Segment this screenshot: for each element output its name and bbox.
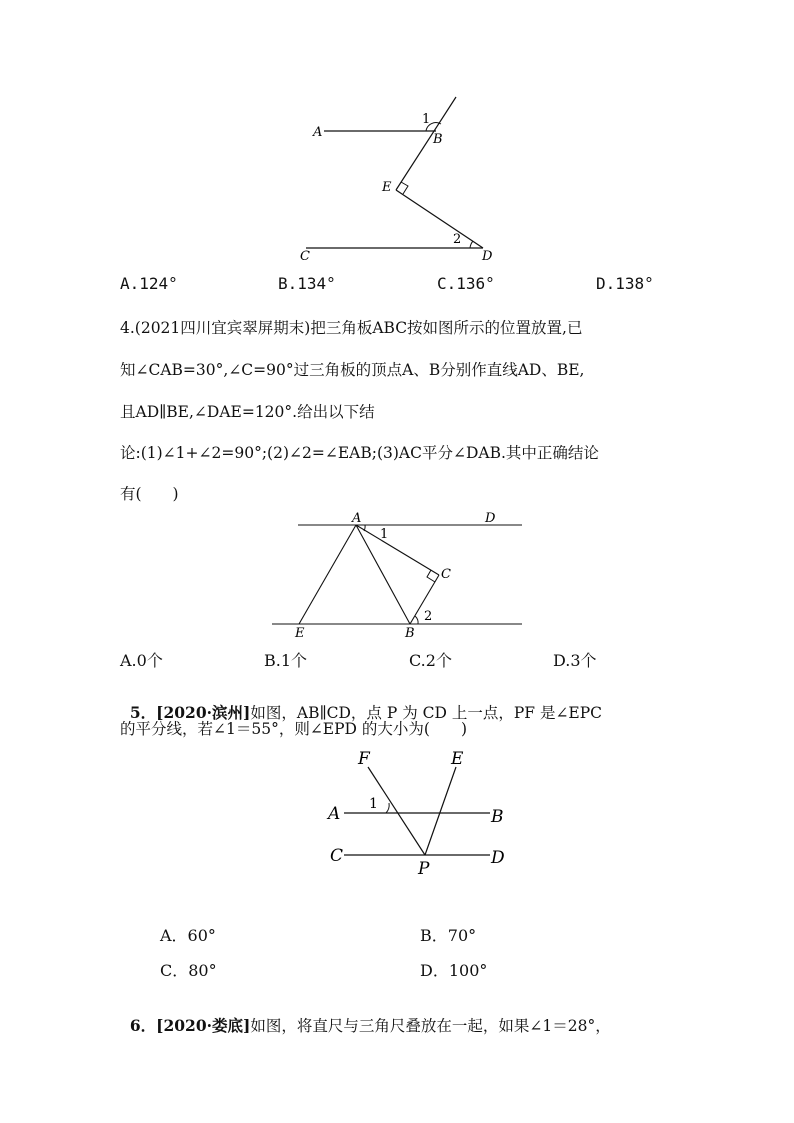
q4-line-1: 4.(2021四川宜宾翠屏期末)把三角板ABC按如图所示的位置放置,已	[120, 319, 583, 337]
figure-q4	[268, 505, 528, 640]
figure-q3	[290, 90, 520, 270]
segment-ac	[356, 525, 439, 575]
label-angle1: 1	[369, 796, 378, 812]
label-e: E	[295, 626, 305, 641]
label-angle2: 2	[424, 609, 433, 624]
q4-line-2: 知∠CAB=30°,∠C=90°过三角板的顶点A、B分别作直线AD、BE,	[120, 361, 585, 379]
angle2-arc	[415, 616, 418, 624]
label-d: D	[482, 249, 493, 264]
q3-option-c[interactable]: C.136°	[437, 274, 495, 293]
q6-number: 6．	[129, 1016, 157, 1035]
label-b: B	[433, 132, 443, 147]
q6-line-1	[120, 996, 611, 1036]
label-a: A	[352, 511, 362, 526]
q3-option-a[interactable]: A.124°	[120, 274, 178, 293]
q4-line-3: 且AD∥BE,∠DAE=120°.给出以下结	[120, 403, 375, 421]
q3-option-d[interactable]: D.138°	[596, 274, 654, 293]
label-c: C	[330, 846, 344, 866]
q5-option-b[interactable]: B．70°	[420, 926, 477, 945]
label-d: D	[485, 511, 496, 526]
label-e: E	[382, 180, 392, 195]
q5-source: [2020·滨州]	[156, 703, 251, 722]
label-angle1: 1	[380, 527, 389, 542]
line-through-b	[396, 97, 456, 190]
label-b: B	[405, 626, 415, 641]
q5-number: 5．	[129, 703, 157, 722]
q6-source: [2020·娄底]	[156, 1016, 251, 1035]
q5-line-2: 的平分线，若∠1＝55°，则∠EPD 的大小为( )	[120, 720, 468, 738]
label-c: C	[441, 567, 451, 582]
angle1-arc	[386, 803, 389, 813]
q4-option-c[interactable]: C.2个	[409, 651, 452, 670]
right-angle-mark-e	[401, 182, 408, 194]
ray-pe	[425, 767, 456, 855]
q5-option-d[interactable]: D．100°	[420, 961, 488, 980]
label-a: A	[328, 804, 341, 824]
label-e: E	[451, 749, 464, 769]
angle2-arc	[470, 241, 473, 248]
q5-option-a[interactable]: A．60°	[160, 926, 216, 945]
q5-option-c[interactable]: C．80°	[160, 961, 217, 980]
label-b: B	[491, 807, 504, 827]
label-angle2: 2	[453, 232, 462, 247]
q4-line-5: 有( )	[120, 485, 179, 503]
label-p: P	[418, 859, 430, 879]
q4-option-d[interactable]: D.3个	[553, 651, 597, 670]
segment-ae	[299, 525, 356, 624]
q4-option-b[interactable]: B.1个	[264, 651, 308, 670]
figure-q5	[322, 745, 522, 880]
label-angle1: 1	[422, 112, 431, 127]
q4-line-4: 论:(1)∠1+∠2=90°;(2)∠2=∠EAB;(3)AC平分∠DAB.其中正确结论	[120, 444, 599, 462]
label-f: F	[358, 749, 370, 769]
angle1-arc	[364, 525, 365, 531]
segment-ed	[396, 190, 483, 248]
label-c: C	[300, 249, 310, 264]
label-d: D	[491, 848, 505, 868]
q3-option-b[interactable]: B.134°	[278, 274, 336, 293]
q6-text: 如图，将直尺与三角尺叠放在一起，如果∠1＝28°，	[250, 1017, 611, 1035]
label-a: A	[313, 125, 323, 140]
q5-text-1: 如图，AB∥CD，点 P 为 CD 上一点，PF 是∠EPC	[250, 704, 603, 722]
q4-option-a[interactable]: A.0个	[120, 651, 163, 670]
